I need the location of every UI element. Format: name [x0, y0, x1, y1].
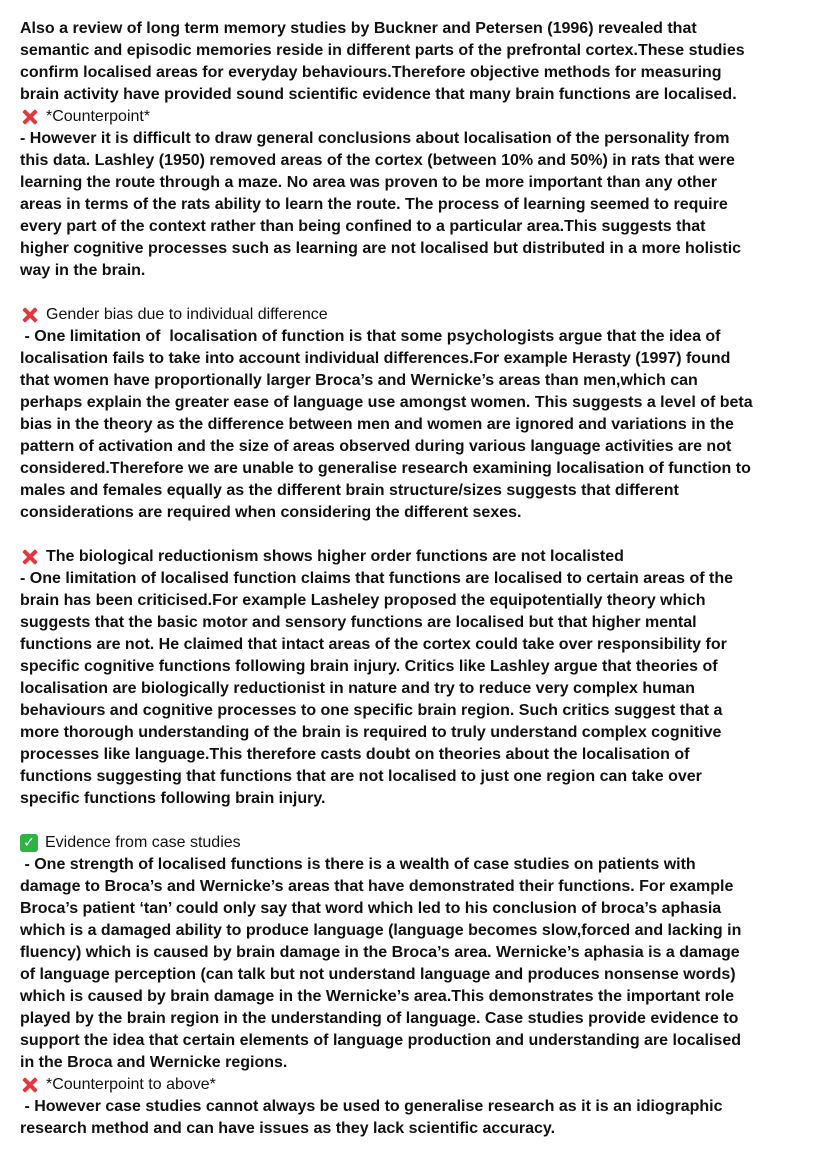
text-line: - One strength of localised functions is there is a wealth of case studies on patients with	[20, 856, 696, 873]
paragraph-spacer	[20, 524, 798, 546]
cross-mark-icon	[20, 1075, 40, 1095]
text-line: in the Broca and Wernicke regions.	[20, 1054, 288, 1071]
text-line: localisation fails to take into account individual differences.For example Herasty (1997) found	[20, 350, 731, 367]
text-line: functions are not. He claimed that intact areas of the cortex could take over responsibility for	[20, 636, 727, 653]
text-line: brain has been criticised.For example Lasheley proposed the equipotentially theory which	[20, 592, 706, 609]
cross-mark-icon	[20, 107, 40, 127]
text-line: fluency) which is caused by brain damage in the Broca’s area. Wernicke’s aphasia is a damage	[20, 944, 740, 961]
text-line: played by the brain region in the understanding of language. Case studies provide evidence to	[20, 1010, 739, 1027]
text-line: higher cognitive processes such as learning are not localised but distributed in a more holistic	[20, 240, 742, 257]
text-line: males and females equally as the different brain structure/sizes suggests that different	[20, 482, 679, 499]
text-line: this data. Lashley (1950) removed areas of the cortex (between 10% and 50%) in rats that were	[20, 152, 735, 169]
intro-paragraph	[20, 18, 798, 106]
gender-bias-heading	[20, 304, 798, 326]
text-line: considerations are required when considering the different sexes.	[20, 504, 522, 521]
text-line: processes like language.This therefore casts doubt on theories about the localisation of	[20, 746, 690, 763]
counterpoint-above-section	[20, 1074, 798, 1140]
gender-bias-section	[20, 304, 798, 524]
text-line: brain activity have provided sound scientific evidence that many brain functions are localised.	[20, 86, 737, 103]
text-line: learning the route through a maze. No area was proven to be more important than any other	[20, 174, 717, 191]
text-line: localisation are biologically reductionist in nature and try to reduce very complex human	[20, 680, 695, 697]
text-line: considered.Therefore we are unable to generalise research examining localisation of function to	[20, 460, 751, 477]
heading-text: Gender bias due to individual difference	[46, 306, 328, 323]
text-line: - However case studies cannot always be used to generalise research as it is an idiographic	[20, 1098, 723, 1115]
case-studies-heading	[20, 832, 798, 854]
text-line: functions suggesting that functions that are not localised to just one region can take over	[20, 768, 702, 785]
counterpoint-above-heading	[20, 1074, 798, 1096]
text-line: specific cognitive functions following brain injury. Critics like Lashley argue that theories of	[20, 658, 718, 675]
text-line: that women have proportionally larger Broca’s and Wernicke’s areas than men,which can	[20, 372, 698, 389]
text-line: Broca’s patient ‘tan’ could only say that word which led to his conclusion of broca’s aphasia	[20, 900, 722, 917]
text-line: semantic and episodic memories reside in different parts of the prefrontal cortex.These studies	[20, 42, 745, 59]
text-line: which is caused by brain damage in the Wernicke’s area.This demonstrates the important role	[20, 988, 734, 1005]
check-mark-icon: ✓	[20, 834, 38, 852]
counterpoint-heading	[20, 106, 798, 128]
text-line: - One limitation of localisation of function is that some psychologists argue that the idea of	[20, 328, 721, 345]
paragraph-spacer	[20, 810, 798, 832]
heading-text: Evidence from case studies	[45, 834, 241, 851]
text-line: - However it is difficult to draw general conclusions about localisation of the personality from	[20, 130, 730, 147]
case-studies-section	[20, 832, 798, 1074]
text-line: perhaps explain the greater ease of language use amongst women. This suggests a level of beta	[20, 394, 753, 411]
text-line: damage to Broca’s and Wernicke’s areas that have demonstrated their functions. For example	[20, 878, 734, 895]
text-line: support the idea that certain elements of language production and understanding are localised	[20, 1032, 741, 1049]
text-line: of language perception (can talk but not understand language and produces nonsense words)	[20, 966, 736, 983]
paragraph-spacer	[20, 282, 798, 304]
text-line: Also a review of long term memory studies by Buckner and Petersen (1996) revealed that	[20, 20, 697, 37]
text-line: bias in the theory as the difference between men and women are ignored and variations in the	[20, 416, 734, 433]
text-line: way in the brain.	[20, 262, 146, 279]
text-line: every part of the context rather than being confined to a particular area.This suggests that	[20, 218, 706, 235]
text-line: pattern of activation and the size of areas observed during various language activities are not	[20, 438, 732, 455]
text-line: - One limitation of localised function claims that functions are localised to certain areas of the	[20, 570, 734, 587]
reductionism-section	[20, 546, 798, 810]
heading-text: The biological reductionism shows higher order functions are not localisted	[46, 548, 624, 565]
text-line: behaviours and cognitive processes to one specific brain region. Such critics suggest that a	[20, 702, 723, 719]
counterpoint-section	[20, 106, 798, 282]
heading-text: *Counterpoint*	[46, 108, 151, 125]
text-line: research method and can have issues as they lack scientific accuracy.	[20, 1120, 556, 1137]
cross-mark-icon	[20, 305, 40, 325]
text-line: more thorough understanding of the brain is required to truly understand complex cognitive	[20, 724, 722, 741]
cross-mark-icon	[20, 547, 40, 567]
text-line: confirm localised areas for everyday behaviours.Therefore objective methods for measuring	[20, 64, 722, 81]
text-line: specific functions following brain injury.	[20, 790, 326, 807]
heading-text: *Counterpoint to above*	[46, 1076, 216, 1093]
text-line: areas in terms of the rats ability to learn the route. The process of learning seemed to require	[20, 196, 728, 213]
text-line: which is a damaged ability to produce language (language becomes slow,forced and lacking in	[20, 922, 742, 939]
text-line: suggests that the basic motor and sensory functions are localised but that higher mental	[20, 614, 697, 631]
reductionism-heading	[20, 546, 798, 568]
